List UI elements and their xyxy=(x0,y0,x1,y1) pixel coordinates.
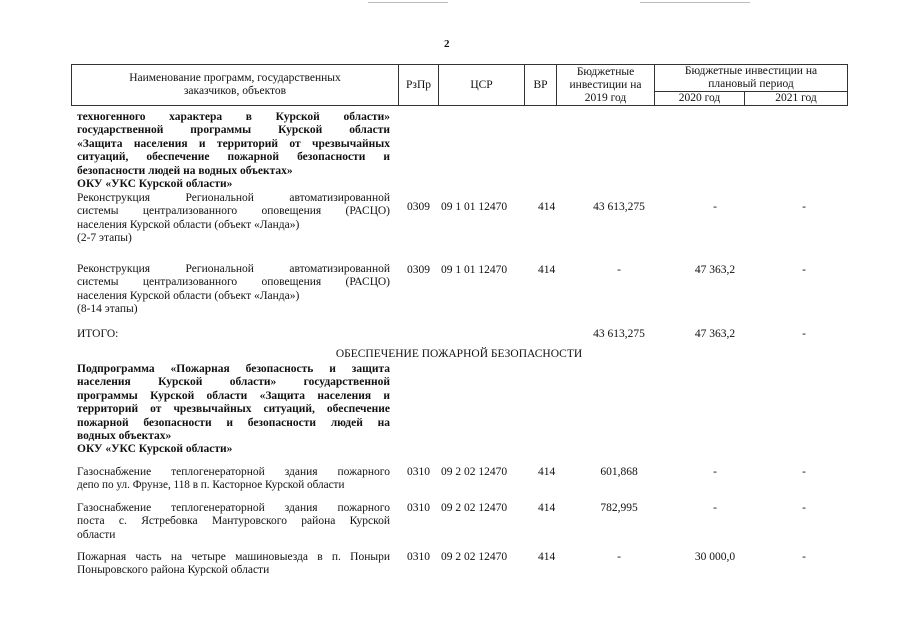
header-vr: ВР xyxy=(525,65,557,106)
customer-2: ОКУ «УКС Курской области» xyxy=(77,443,233,456)
total-value-2019: 43 613,275 xyxy=(593,328,645,340)
total-value-2020: 47 363,2 xyxy=(694,328,736,340)
row-value-2020: - xyxy=(713,502,717,514)
row-value-2021: - xyxy=(802,264,806,276)
row-rzpr: 0309 xyxy=(407,201,430,213)
row-value-2021: - xyxy=(802,502,806,514)
program-description-1 xyxy=(77,111,390,191)
page-number: 2 xyxy=(444,38,450,50)
table-header xyxy=(71,64,848,106)
program-1-line: безопасности людей на водных объектах» xyxy=(77,164,293,177)
row-name-line: области xyxy=(77,528,116,541)
row-name-line: Реконструкция Региональной автоматизированной xyxy=(77,192,390,204)
header-rzpr: РзПр xyxy=(399,65,439,106)
row-name-line: (2-7 этапы) xyxy=(77,232,132,245)
table-row-name xyxy=(77,263,390,317)
row-name-line: системы централизованного оповещения (РАСЦО) xyxy=(77,205,390,218)
program-2-line: Подпрограмма «Пожарная безопасность и защита xyxy=(77,363,390,375)
row-name-line: населения Курской области (объект «Ланда») xyxy=(77,218,300,231)
row-csr: 09 2 02 12470 xyxy=(441,502,508,514)
section-title: ОБЕСПЕЧЕНИЕ ПОЖАРНОЙ БЕЗОПАСНОСТИ xyxy=(335,348,583,360)
program-2-line: территорий от чрезвычайных ситуаций, обеспечение xyxy=(77,403,390,416)
program-1-line: государственной программы Курской области xyxy=(77,124,390,137)
scan-top-line-right xyxy=(640,2,750,3)
row-name-line: (8-14 этапы) xyxy=(77,303,138,316)
row-rzpr: 0310 xyxy=(407,502,430,514)
row-vr: 414 xyxy=(538,502,556,514)
total-label: ИТОГО: xyxy=(77,328,119,340)
row-value-2021: - xyxy=(802,201,806,213)
row-value-2019: - xyxy=(617,551,621,563)
row-rzpr: 0310 xyxy=(407,551,430,563)
row-vr: 414 xyxy=(538,551,556,563)
row-vr: 414 xyxy=(538,466,556,478)
customer-1: ОКУ «УКС Курской области» xyxy=(77,177,233,190)
table-row-name xyxy=(77,502,390,542)
row-value-2020: 47 363,2 xyxy=(694,264,736,276)
header-name-col: Наименование программ, государственных заказчиков, объектов xyxy=(72,65,399,106)
row-name-line: населения Курской области (объект «Ланда») xyxy=(77,289,300,302)
row-value-2021: - xyxy=(802,551,806,563)
row-value-2020: - xyxy=(713,201,717,213)
row-name-line: Газоснабжение теплогенераторной здания пожарного xyxy=(77,466,390,478)
program-2-line: водных объектах» xyxy=(77,429,172,442)
header-2020: 2020 год xyxy=(655,92,745,106)
row-rzpr: 0310 xyxy=(407,466,430,478)
row-rzpr: 0309 xyxy=(407,264,430,276)
program-2-line: населения Курской области» государственной xyxy=(77,376,390,389)
row-csr: 09 1 01 12470 xyxy=(441,201,508,213)
program-1-line: ситуаций, обеспечение пожарной безопасности и xyxy=(77,151,390,164)
row-csr: 09 2 02 12470 xyxy=(441,551,508,563)
row-value-2019: 43 613,275 xyxy=(593,201,645,213)
row-csr: 09 1 01 12470 xyxy=(441,264,508,276)
header-budget-2019: Бюджетные инвестиции на 2019 год xyxy=(557,65,655,106)
row-value-2020: 30 000,0 xyxy=(694,551,736,563)
row-name-line: Газоснабжение теплогенераторной здания пожарного xyxy=(77,502,390,514)
row-value-2019: - xyxy=(617,264,621,276)
row-value-2019: 782,995 xyxy=(600,502,638,514)
row-name-line: Поныровского района Курской области xyxy=(77,564,270,577)
header-csr: ЦСР xyxy=(439,65,525,106)
row-value-2020: - xyxy=(713,466,717,478)
table-row-name xyxy=(77,466,390,493)
table-row-name xyxy=(77,551,390,578)
program-1-line: техногенного характера в Курской области» xyxy=(77,111,390,123)
total-value-2021: - xyxy=(802,328,806,340)
program-2-line: пожарной безопасности и безопасности людей на xyxy=(77,416,390,429)
row-name-line: депо по ул. Фрунзе, 118 в п. Касторное Курской области xyxy=(77,479,345,492)
row-name-line: поста с. Ястребовка Мантуровского района Курской xyxy=(77,515,390,528)
row-csr: 09 2 02 12470 xyxy=(441,466,508,478)
header-planned-period: Бюджетные инвестиции на плановый период xyxy=(655,65,848,92)
header-2021: 2021 год xyxy=(745,92,848,106)
row-name-line: Реконструкция Региональной автоматизированной xyxy=(77,263,390,275)
program-1-line: «Защита населения и территорий от чрезвычайных xyxy=(77,137,390,150)
table-row-name xyxy=(77,192,390,246)
row-name-line: системы централизованного оповещения (РАСЦО) xyxy=(77,276,390,289)
program-description-2 xyxy=(77,363,390,457)
row-vr: 414 xyxy=(538,264,556,276)
scan-top-line-left xyxy=(368,2,448,3)
row-name-line: Пожарная часть на четыре машиновыезда в п. Поныри xyxy=(77,551,390,563)
row-vr: 414 xyxy=(538,201,556,213)
program-2-line: программы Курской области «Защита населения и xyxy=(77,389,390,402)
row-value-2021: - xyxy=(802,466,806,478)
row-value-2019: 601,868 xyxy=(600,466,638,478)
